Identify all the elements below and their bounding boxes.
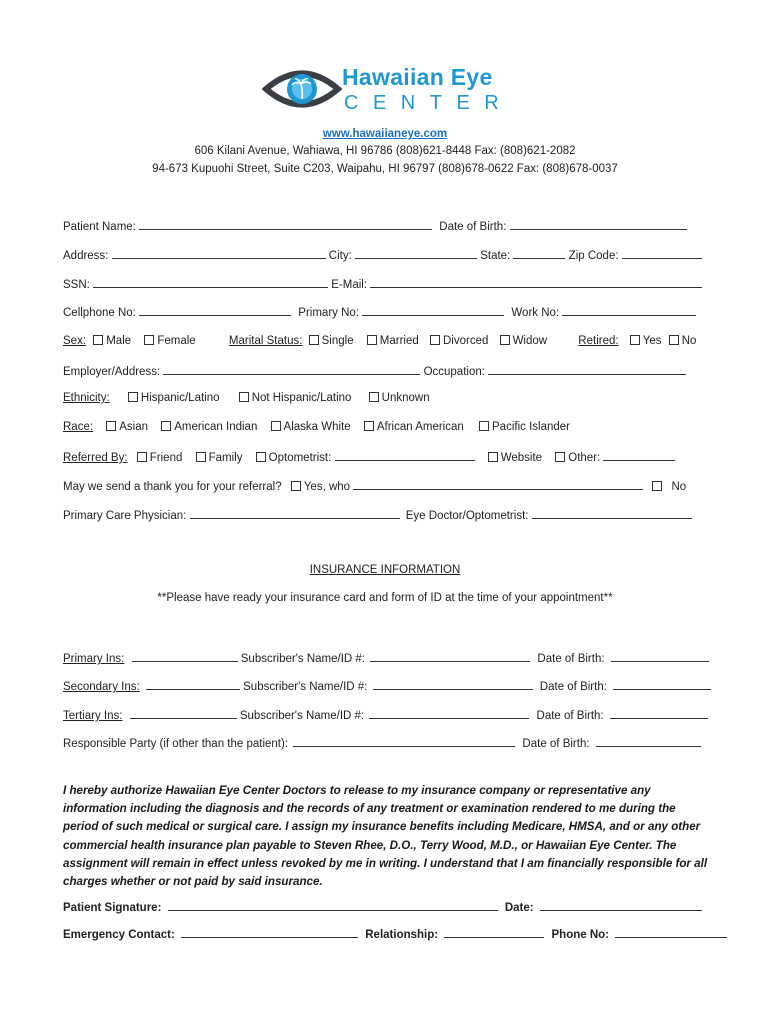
retired-yes-checkbox[interactable] xyxy=(630,335,640,345)
work-phone-label: Work No: xyxy=(511,307,560,319)
friend-checkbox[interactable] xyxy=(137,452,147,462)
patient-name-field[interactable] xyxy=(139,218,432,230)
city-label: City: xyxy=(328,250,352,262)
thank-you-yes-checkbox[interactable] xyxy=(291,481,301,491)
other-field[interactable] xyxy=(603,449,675,461)
secondary-dob-label: Date of Birth: xyxy=(539,681,607,693)
phone-row xyxy=(63,304,696,320)
responsible-dob-label: Date of Birth: xyxy=(522,738,590,750)
emergency-contact-label: Emergency Contact: xyxy=(63,929,175,941)
tertiary-subscriber-field[interactable] xyxy=(369,707,529,719)
unknown-text: Unknown xyxy=(381,392,430,404)
divorced-option[interactable] xyxy=(430,334,488,348)
family-text: Family xyxy=(208,452,243,464)
optometrist-checkbox[interactable] xyxy=(256,452,266,462)
brand-name-line2: CENTER xyxy=(344,92,514,114)
secondary-dob-field[interactable] xyxy=(613,678,711,690)
hispanic-checkbox[interactable] xyxy=(128,392,138,402)
ssn-field[interactable] xyxy=(93,276,328,288)
authorization-statement: I hereby authorize Hawaiian Eye Center Doctors to release to my insurance company or representative any information including the diagnosis and the records of any treatment or examination rendered to me during the period of such medical or surgical care. I assign my insurance benefits including Medicare, HMSA, and or any other commercial health insurance plan payable to Steven Rhee, D.O., Terry Wood, M.D., or Hawaiian Eye Center. The assignment will remain in effect unless revoked by me in writing. I understand that I am financially responsible for all charges whether or not paid by said insurance. xyxy=(63,784,708,889)
pcp-field[interactable] xyxy=(190,507,400,519)
primary-ins-field[interactable] xyxy=(132,650,238,662)
responsible-party-field[interactable] xyxy=(293,735,515,747)
tertiary-subscriber-label: Subscriber's Name/ID #: xyxy=(239,710,365,722)
website-checkbox[interactable] xyxy=(488,452,498,462)
dob-field[interactable] xyxy=(510,218,687,230)
ssn-label: SSN: xyxy=(63,279,90,291)
secondary-subscriber-label: Subscriber's Name/ID #: xyxy=(243,681,368,693)
primary-insurance-row xyxy=(63,650,709,666)
not-hispanic-checkbox[interactable] xyxy=(239,392,249,402)
referrer-name-field[interactable] xyxy=(353,478,643,490)
hawaiian-eye-logo xyxy=(262,62,512,116)
male-option[interactable] xyxy=(93,334,131,348)
optometrist-option[interactable] xyxy=(256,451,332,465)
single-option[interactable] xyxy=(309,334,354,348)
secondary-ins-label: Secondary Ins: xyxy=(63,681,140,693)
occupation-label: Occupation: xyxy=(423,366,485,378)
tertiary-ins-label: Tertiary Ins: xyxy=(63,710,123,722)
cellphone-field[interactable] xyxy=(139,304,291,316)
retired-label: Retired: xyxy=(578,335,619,347)
relationship-label: Relationship: xyxy=(365,929,439,941)
hispanic-option[interactable] xyxy=(128,391,220,405)
sex-label: Sex: xyxy=(63,335,87,347)
referred-label: Referred By: xyxy=(63,452,128,464)
patient-signature-label: Patient Signature: xyxy=(63,902,162,914)
race-row xyxy=(63,420,570,434)
other-text: Other: xyxy=(568,452,601,464)
retired-no-text: No xyxy=(681,335,697,347)
unknown-option[interactable] xyxy=(369,391,430,405)
african-american-option[interactable] xyxy=(364,420,464,434)
other-checkbox[interactable] xyxy=(555,452,565,462)
secondary-ins-field[interactable] xyxy=(146,678,240,690)
unknown-checkbox[interactable] xyxy=(369,392,379,402)
alaska-white-option[interactable] xyxy=(271,420,351,434)
primary-dob-field[interactable] xyxy=(611,650,709,662)
insurance-heading: INSURANCE INFORMATION xyxy=(309,564,461,576)
primary-subscriber-field[interactable] xyxy=(370,650,530,662)
asian-checkbox[interactable] xyxy=(106,421,116,431)
referred-row xyxy=(63,449,675,465)
secondary-subscriber-field[interactable] xyxy=(373,678,533,690)
not-hispanic-option[interactable] xyxy=(239,391,352,405)
optometrist-field[interactable] xyxy=(335,449,475,461)
alaska-white-checkbox[interactable] xyxy=(271,421,281,431)
secondary-insurance-row xyxy=(63,678,711,694)
female-option[interactable] xyxy=(144,334,195,348)
asian-text: Asian xyxy=(119,421,149,433)
primary-phone-field[interactable] xyxy=(362,304,504,316)
family-option[interactable] xyxy=(196,451,243,465)
retired-yes-option[interactable] xyxy=(630,334,662,348)
family-checkbox[interactable] xyxy=(196,452,206,462)
primary-ins-label: Primary Ins: xyxy=(63,653,125,665)
patient-signature-field[interactable] xyxy=(168,899,498,911)
tertiary-insurance-row xyxy=(63,707,708,723)
african-american-checkbox[interactable] xyxy=(364,421,374,431)
single-text: Single xyxy=(321,335,354,347)
signature-date-field[interactable] xyxy=(540,899,702,911)
zip-label: Zip Code: xyxy=(568,250,619,262)
widow-text: Widow xyxy=(512,335,548,347)
eye-doctor-field[interactable] xyxy=(532,507,692,519)
physician-row xyxy=(63,507,692,523)
phone-no-field[interactable] xyxy=(615,926,727,938)
married-checkbox[interactable] xyxy=(367,335,377,345)
phone-no-label: Phone No: xyxy=(551,929,609,941)
american-indian-option[interactable] xyxy=(161,420,257,434)
zip-field[interactable] xyxy=(622,247,702,259)
primary-dob-label: Date of Birth: xyxy=(537,653,605,665)
website-text: Website xyxy=(500,452,543,464)
city-field[interactable] xyxy=(355,247,477,259)
race-label: Race: xyxy=(63,421,94,433)
thank-you-no-text: No xyxy=(671,481,687,493)
alaska-white-text: Alaska White xyxy=(283,421,351,433)
thank-you-no-checkbox[interactable] xyxy=(652,481,662,491)
responsible-party-row xyxy=(63,735,701,751)
employer-label: Employer/Address: xyxy=(63,366,161,378)
pacific-islander-checkbox[interactable] xyxy=(479,421,489,431)
divorced-text: Divorced xyxy=(442,335,489,347)
ethnicity-label: Ethnicity: xyxy=(63,392,110,404)
married-text: Married xyxy=(379,335,419,347)
widow-option[interactable] xyxy=(500,334,548,348)
american-indian-checkbox[interactable] xyxy=(161,421,171,431)
female-text: Female xyxy=(157,335,196,347)
emergency-contact-field[interactable] xyxy=(181,926,358,938)
optometrist-text: Optometrist: xyxy=(268,452,332,464)
thank-you-yes-text: Yes, who xyxy=(303,481,351,493)
friend-option[interactable] xyxy=(137,451,183,465)
tertiary-ins-field[interactable] xyxy=(130,707,237,719)
website-link[interactable]: www.hawaiianeye.com xyxy=(322,128,448,140)
employer-row xyxy=(63,363,686,379)
email-field[interactable] xyxy=(370,276,702,288)
address-line-2: 94-673 Kupuohi Street, Suite C203, Waipahu, HI 96797 (808)678-0622 Fax: (808)678-0037 xyxy=(152,163,618,175)
address-line-1: 606 Kilani Avenue, Wahiawa, HI 96786 (808)621-8448 Fax: (808)621-2082 xyxy=(194,145,576,157)
thank-you-question: May we send a thank you for your referral? xyxy=(63,481,282,493)
ssn-row xyxy=(63,276,702,292)
sex-marital-row xyxy=(63,334,696,348)
asian-option[interactable] xyxy=(106,420,148,434)
brand-name-line1: Hawaiian Eye xyxy=(342,64,493,90)
thank-you-no-option[interactable] xyxy=(652,480,686,494)
patient-name-row xyxy=(63,218,687,234)
thank-you-row xyxy=(63,478,686,494)
insurance-note: **Please have ready your insurance card and form of ID at the time of your appointment** xyxy=(157,592,613,604)
state-field[interactable] xyxy=(513,247,565,259)
retired-no-checkbox[interactable] xyxy=(669,335,679,345)
widow-checkbox[interactable] xyxy=(500,335,510,345)
responsible-party-label: Responsible Party (if other than the patient): xyxy=(63,738,289,750)
ethnicity-row xyxy=(63,391,430,405)
friend-text: Friend xyxy=(149,452,183,464)
eye-icon xyxy=(262,62,342,116)
employer-field[interactable] xyxy=(163,363,420,375)
cellphone-label: Cellphone No: xyxy=(63,307,136,319)
tertiary-dob-label: Date of Birth: xyxy=(536,710,604,722)
pacific-islander-option[interactable] xyxy=(479,420,570,434)
relationship-field[interactable] xyxy=(444,926,544,938)
signature-row xyxy=(63,899,702,914)
occupation-field[interactable] xyxy=(488,363,686,375)
female-checkbox[interactable] xyxy=(144,335,154,345)
primary-subscriber-label: Subscriber's Name/ID #: xyxy=(240,653,366,665)
male-text: Male xyxy=(106,335,132,347)
thank-you-yes-option[interactable] xyxy=(291,480,350,494)
american-indian-text: American Indian xyxy=(174,421,258,433)
address-field[interactable] xyxy=(112,247,326,259)
hispanic-text: Hispanic/Latino xyxy=(140,392,220,404)
emergency-contact-row xyxy=(63,926,727,941)
other-option[interactable] xyxy=(555,451,600,465)
african-american-text: African American xyxy=(376,421,464,433)
email-label: E-Mail: xyxy=(331,279,368,291)
signature-date-label: Date: xyxy=(504,902,534,914)
pcp-label: Primary Care Physician: xyxy=(63,510,187,522)
primary-phone-label: Primary No: xyxy=(298,307,359,319)
address-label: Address: xyxy=(63,250,109,262)
retired-no-option[interactable] xyxy=(669,334,697,348)
not-hispanic-text: Not Hispanic/Latino xyxy=(251,392,352,404)
work-phone-field[interactable] xyxy=(562,304,696,316)
married-option[interactable] xyxy=(367,334,419,348)
eye-doctor-label: Eye Doctor/Optometrist: xyxy=(405,510,529,522)
pacific-islander-text: Pacific Islander xyxy=(492,421,570,433)
tertiary-dob-field[interactable] xyxy=(610,707,708,719)
divorced-checkbox[interactable] xyxy=(430,335,440,345)
state-label: State: xyxy=(480,250,511,262)
patient-name-label: Patient Name: xyxy=(63,221,136,233)
marital-status-label: Marital Status: xyxy=(228,335,303,347)
male-checkbox[interactable] xyxy=(93,335,103,345)
address-row xyxy=(63,247,702,263)
responsible-dob-field[interactable] xyxy=(596,735,701,747)
single-checkbox[interactable] xyxy=(309,335,319,345)
website-option[interactable] xyxy=(488,451,542,465)
dob-label: Date of Birth: xyxy=(439,221,507,233)
retired-yes-text: Yes xyxy=(642,335,662,347)
